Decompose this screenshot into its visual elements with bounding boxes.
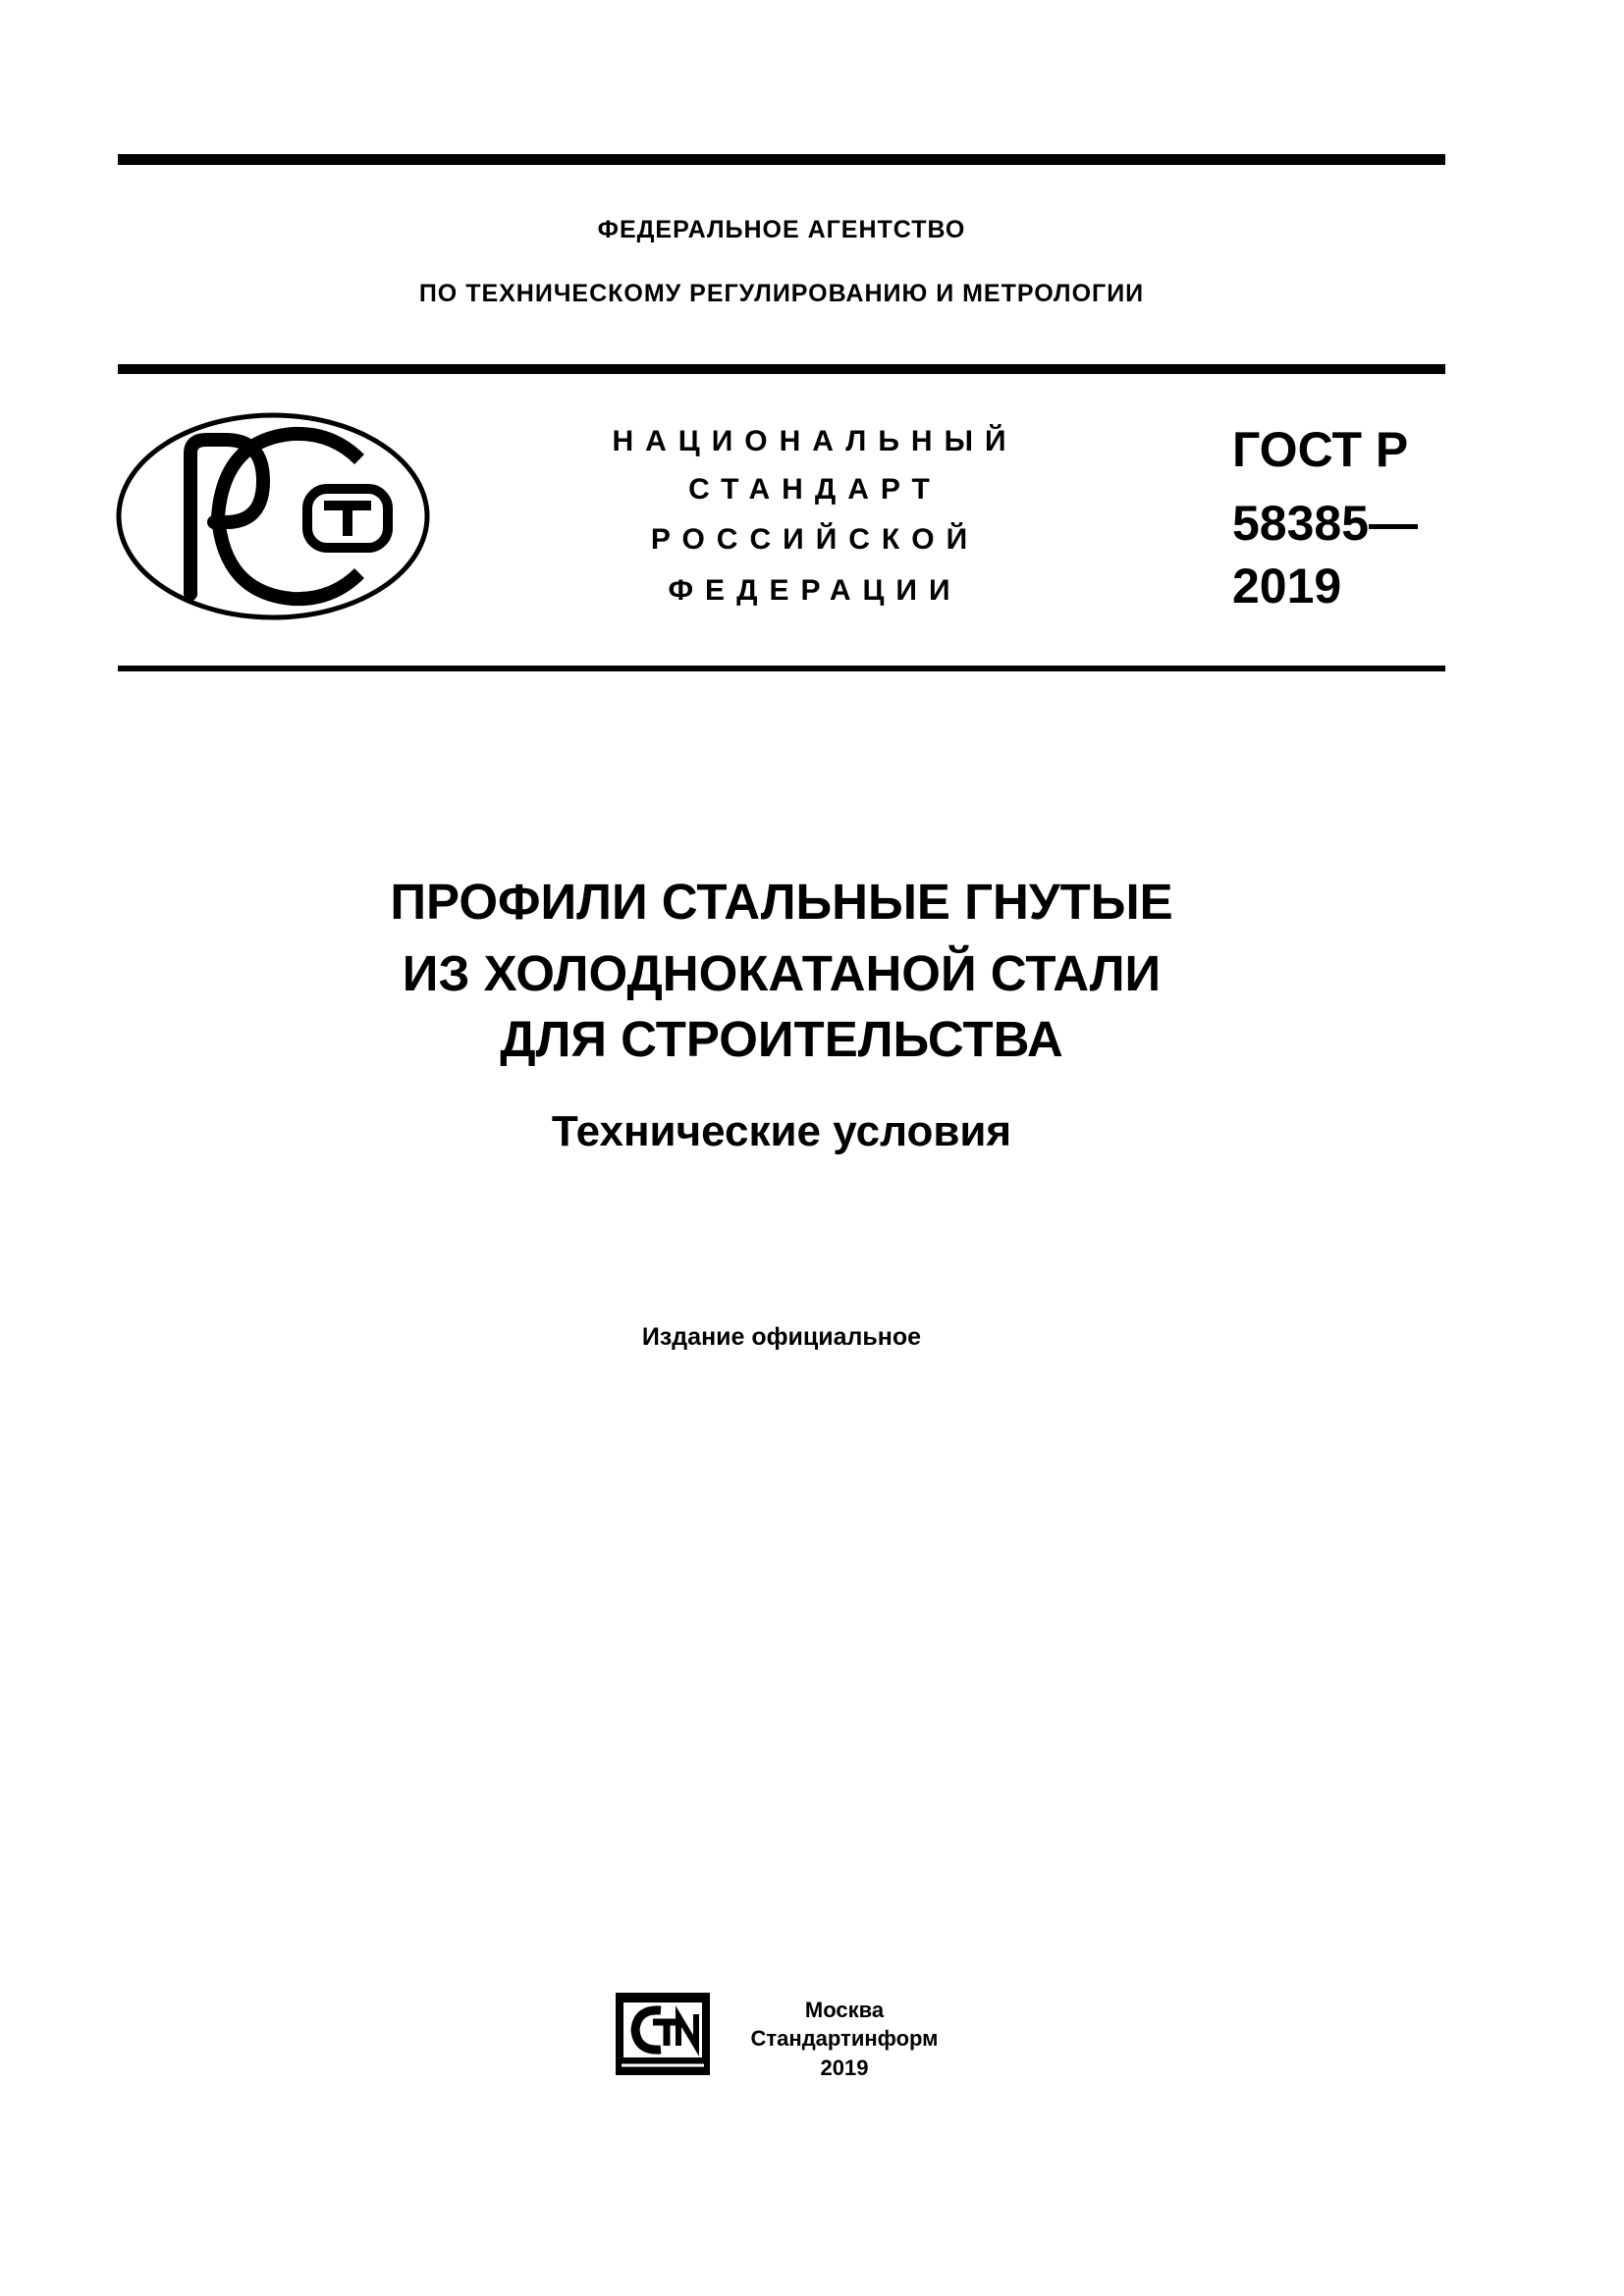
title-line-2: ИЗ ХОЛОДНОКАТАНОЙ СТАЛИ [402,945,1162,1001]
publisher-city: Москва [804,1998,885,2022]
publisher-year: 2019 [820,2056,869,2080]
standard-type-line-3: РОССИЙСКОЙ [650,523,980,556]
standard-type-line-2: СТАНДАРТ [688,473,942,506]
publisher-name: Стандартинформ [750,2026,939,2051]
designation-number: 58385— [1232,496,1419,551]
designation-prefix: ГОСТ Р [1232,422,1409,477]
standard-type-line-4: ФЕДЕРАЦИИ [668,574,962,607]
agency-line-1: ФЕДЕРАЛЬНОЕ АГЕНТСТВО [597,216,966,243]
top-rule [118,154,1445,165]
rst-logo-icon [116,412,430,620]
standard-type-line-1: НАЦИОНАЛЬНЫЙ [612,425,1018,457]
title-line-3: ДЛЯ СТРОИТЕЛЬСТВА [500,1011,1063,1067]
standartinform-logo-icon [616,1993,710,2075]
subtitle: Технические условия [551,1107,1012,1155]
designation-year: 2019 [1232,559,1342,614]
edition-note: Издание официальное [641,1323,922,1351]
bottom-rule [118,666,1445,671]
agency-line-2: ПО ТЕХНИЧЕСКОМУ РЕГУЛИРОВАНИЮ И МЕТРОЛОГИИ [418,280,1145,307]
middle-rule [118,364,1445,374]
title-line-1: ПРОФИЛИ СТАЛЬНЫЕ ГНУТЫЕ [390,874,1173,930]
